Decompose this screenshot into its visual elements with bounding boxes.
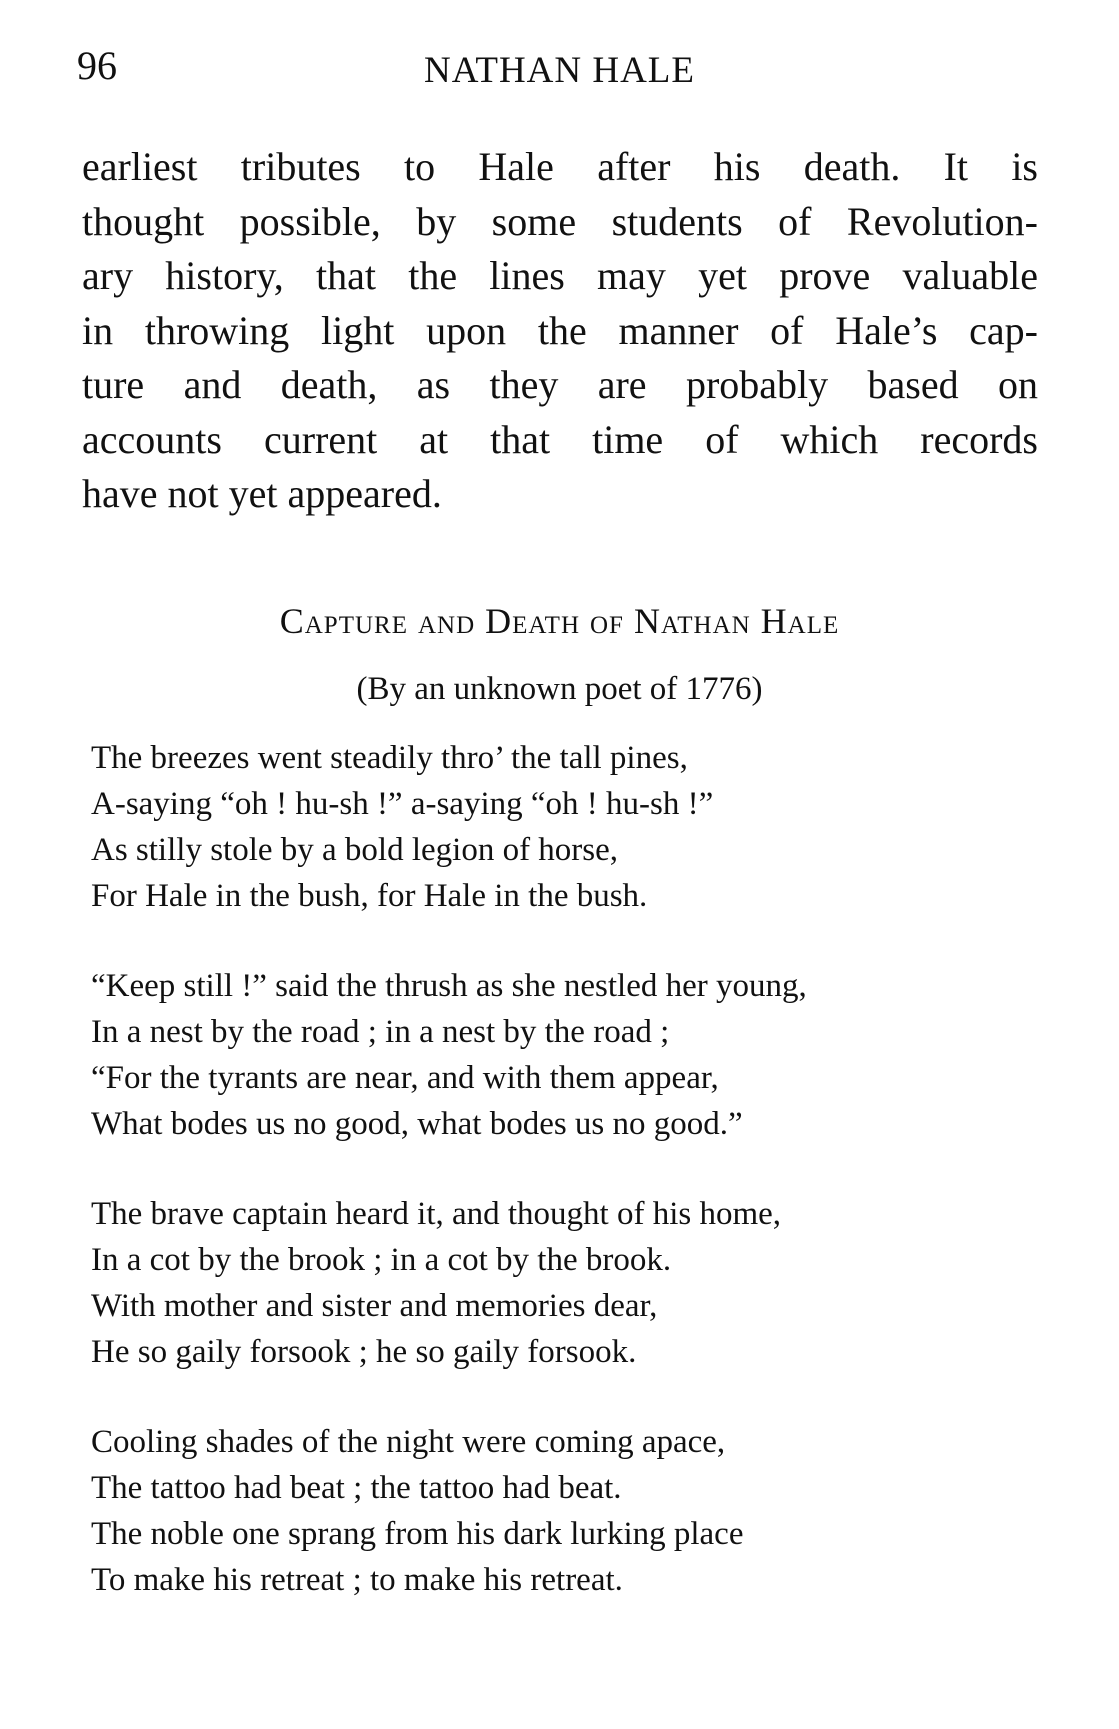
prose-line: in throwing light upon the manner of Hale’s cap- [82, 307, 1038, 353]
verse-line: The brave captain heard it, and thought of his home, [91, 1196, 782, 1232]
verse-line: In a cot by the brook ; in a cot by the brook. [91, 1242, 672, 1278]
verse-line: For Hale in the bush, for Hale in the bush. [91, 878, 648, 914]
verse-line: The tattoo had beat ; the tattoo had beat. [91, 1470, 622, 1506]
prose-line: earliest tributes to Hale after his death. It is [82, 144, 1038, 189]
prose-paragraph [82, 140, 1038, 522]
verse-line: As stilly stole by a bold legion of horse, [91, 832, 619, 868]
prose-line: ary history, that the lines may yet prove valuable [82, 253, 1038, 298]
prose-line: have not yet appeared. [82, 471, 442, 516]
page-number: 96 [77, 43, 117, 88]
poem-title: Capture and Death of Nathan Hale [279, 601, 840, 641]
verse-line: He so gaily forsook ; he so gaily forsook. [91, 1334, 637, 1370]
verse-line: To make his retreat ; to make his retreat. [91, 1562, 623, 1598]
verse-line: “For the tyrants are near, and with them appear, [91, 1060, 719, 1096]
prose-line: accounts current at that time of which records [82, 416, 1038, 462]
stanza-3 [91, 1191, 781, 1375]
verse-line: What bodes us no good, what bodes us no good.” [91, 1106, 743, 1142]
verse-line: Cooling shades of the night were coming apace, [91, 1424, 726, 1460]
verse-line: A-saying “oh ! hu-sh !” a-saying “oh ! hu-sh !” [91, 786, 714, 822]
stanza-1 [91, 735, 713, 919]
running-head: NATHAN HALE [424, 50, 695, 91]
verse-line: In a nest by the road ; in a nest by the road ; [91, 1014, 670, 1050]
poem-attribution: (By an unknown poet of 1776) [356, 671, 763, 707]
verse-line: The noble one sprang from his dark lurking place [91, 1516, 744, 1552]
stanza-4 [91, 1419, 743, 1603]
stanza-2 [91, 963, 807, 1147]
prose-line: thought possible, by some students of Revolution- [82, 198, 1038, 244]
prose-line: ture and death, as they are probably based on [82, 362, 1038, 407]
verse-line: “Keep still !” said the thrush as she nestled her young, [91, 968, 807, 1004]
verse-line: With mother and sister and memories dear, [91, 1288, 658, 1324]
verse-line: The breezes went steadily thro’ the tall pines, [91, 740, 688, 776]
